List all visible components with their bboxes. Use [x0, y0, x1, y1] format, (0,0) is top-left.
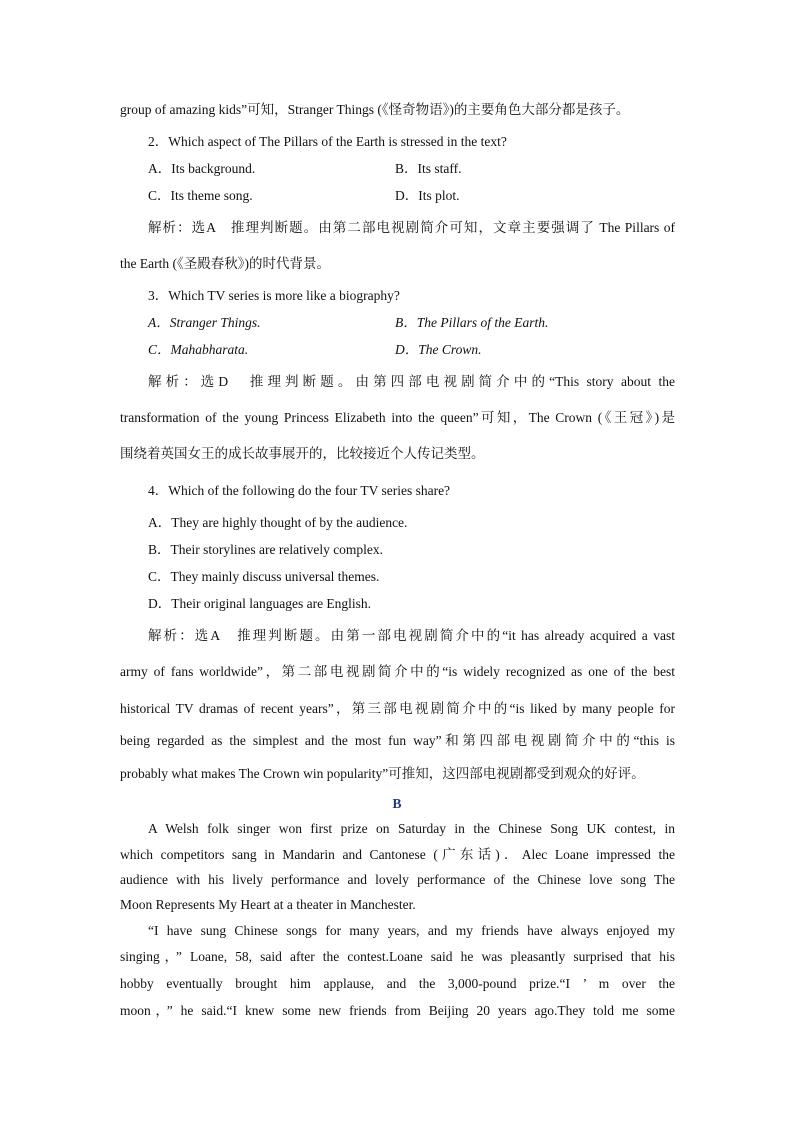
q2-option-d: D．Its plot.: [395, 188, 460, 203]
question-2: 2．Which aspect of The Pillars of the Earth is stressed in the text?: [148, 134, 507, 149]
answer-continuation: group of amazing kids”可知，Stranger Things (《怪奇物语》)的主要角色大部分都是孩子。: [120, 102, 630, 117]
q2-explanation-line-2: the Earth (《圣殿春秋》)的时代背景。: [120, 256, 330, 271]
q2-option-b: B．Its staff.: [395, 161, 462, 176]
q2-explanation-line-1: 解析：选A 推理判断题。由第二部电视剧简介可知，文章主要强调了 The Pillars of: [148, 220, 675, 235]
q3-option-c: C．Mahabharata.: [148, 342, 249, 357]
passage-p2-line-2: singing，” Loane, 58, said after the contest.Loane said he was pleasantly surprised that his: [120, 949, 675, 964]
passage-p2-line-4: moon，” he said.“I knew some new friends from Beijing 20 years ago.They told me some: [120, 1003, 675, 1018]
question-4: 4．Which of the following do the four TV series share?: [148, 483, 451, 498]
question-3: 3．Which TV series is more like a biography?: [148, 288, 400, 303]
passage-p1-line-2: which competitors sang in Mandarin and Cantonese (广东话)．Alec Loane impressed the: [120, 847, 675, 862]
passage-p1-line-3: audience with his lively performance and lovely performance of the Chinese love song The: [120, 872, 675, 887]
passage-p1-line-1: A Welsh folk singer won first prize on Saturday in the Chinese Song UK contest, in: [148, 821, 675, 836]
passage-p2-line-1: “I have sung Chinese songs for many years, and my friends have always enjoyed my: [148, 923, 675, 938]
q3-explanation-line-3: 围绕着英国女王的成长故事展开的，比较接近个人传记类型。: [120, 446, 485, 461]
q2-option-a: A．Its background.: [148, 161, 256, 176]
q3-option-a: A．Stranger Things.: [148, 315, 261, 330]
q4-explanation-line-3: historical TV dramas of recent years”，第三部电视剧简介中的“is liked by many people for: [120, 701, 675, 716]
q4-explanation-line-1: 解析：选A 推理判断题。由第一部电视剧简介中的“it has already acquired a vast: [148, 628, 675, 643]
q4-explanation-line-4: being regarded as the simplest and the most fun way”和第四部电视剧简介中的“this is: [120, 733, 675, 748]
q3-option-d: D．The Crown.: [395, 342, 482, 357]
q3-option-b: B．The Pillars of the Earth.: [395, 315, 549, 330]
section-b-heading: B: [392, 796, 402, 811]
q3-explanation-line-2: transformation of the young Princess Elizabeth into the queen”可知，The Crown (《王冠》)是: [120, 410, 675, 425]
q4-explanation-line-2: army of fans worldwide”，第二部电视剧简介中的“is widely recognized as one of the best: [120, 664, 675, 679]
q2-option-c: C．Its theme song.: [148, 188, 253, 203]
q4-explanation-line-5: probably what makes The Crown win popularity”可推知，这四部电视剧都受到观众的好评。: [120, 766, 645, 781]
passage-p2-line-3: hobby eventually brought him applause, and the 3,000-pound prize.“I ’ m over the: [120, 976, 675, 991]
q3-explanation-line-1: 解析：选D 推理判断题。由第四部电视剧简介中的“This story about the: [148, 374, 675, 389]
passage-p1-line-4: Moon Represents My Heart at a theater in Manchester.: [120, 897, 416, 912]
q4-option-d: D．Their original languages are English.: [148, 596, 372, 611]
q4-option-a: A．They are highly thought of by the audience.: [148, 515, 408, 530]
q4-option-b: B．Their storylines are relatively complex.: [148, 542, 384, 557]
q4-option-c: C．They mainly discuss universal themes.: [148, 569, 380, 584]
